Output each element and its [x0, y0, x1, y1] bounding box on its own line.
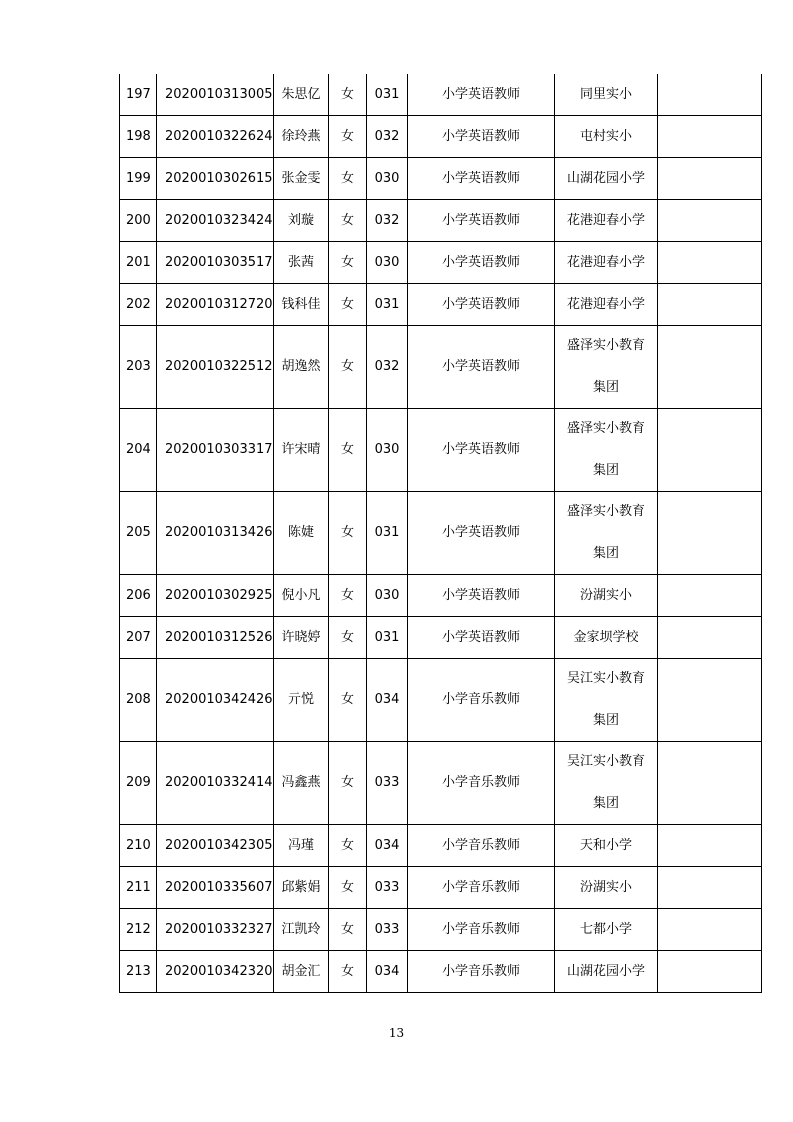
post-code-cell: 034 [367, 951, 408, 993]
remark-cell [658, 242, 762, 284]
remark-cell [658, 825, 762, 867]
school-cell [555, 242, 658, 284]
school-line: 吴江实小教育 [566, 671, 645, 686]
row-number-cell: 197 [120, 74, 157, 116]
table-row [120, 659, 762, 742]
post-cell: 小学音乐教师 [408, 951, 555, 993]
gender-cell: 女 [329, 909, 367, 951]
post-code-cell: 030 [367, 158, 408, 200]
row-number-cell: 211 [120, 867, 157, 909]
post-code-cell: 032 [367, 326, 408, 409]
school-cell [555, 158, 658, 200]
name-cell: 张金雯 [274, 158, 329, 200]
name-cell: 钱科佳 [274, 284, 329, 326]
table-row [120, 492, 762, 575]
row-number-cell: 208 [120, 659, 157, 742]
table-row [120, 825, 762, 867]
table-row [120, 617, 762, 659]
table-row [120, 200, 762, 242]
school-cell [555, 492, 658, 575]
name-cell: 邱紫娟 [274, 867, 329, 909]
post-cell: 小学音乐教师 [408, 659, 555, 742]
post-cell: 小学英语教师 [408, 200, 555, 242]
school-line: 集团 [592, 796, 619, 811]
gender-cell: 女 [329, 200, 367, 242]
name-cell: 张茜 [274, 242, 329, 284]
school-cell [555, 409, 658, 492]
remark-cell [658, 409, 762, 492]
exam-code-cell: 2020010342305 [157, 825, 274, 867]
post-cell: 小学英语教师 [408, 116, 555, 158]
school-cell [555, 909, 658, 951]
table-row [120, 575, 762, 617]
school-cell [555, 74, 658, 116]
exam-code-cell: 2020010312720 [157, 284, 274, 326]
table-row [120, 284, 762, 326]
name-cell: 胡金汇 [274, 951, 329, 993]
remark-cell [658, 951, 762, 993]
school-cell [555, 742, 658, 825]
name-cell: 许晓婷 [274, 617, 329, 659]
gender-cell: 女 [329, 742, 367, 825]
post-cell: 小学英语教师 [408, 284, 555, 326]
exam-code-cell: 2020010303317 [157, 409, 274, 492]
row-number-cell: 210 [120, 825, 157, 867]
name-cell: 许宋晴 [274, 409, 329, 492]
post-cell: 小学英语教师 [408, 409, 555, 492]
school-line: 集团 [592, 546, 619, 561]
post-cell: 小学英语教师 [408, 158, 555, 200]
post-code-cell: 031 [367, 492, 408, 575]
school-cell [555, 659, 658, 742]
name-cell: 刘璇 [274, 200, 329, 242]
table-row [120, 909, 762, 951]
name-cell: 朱思亿 [274, 74, 329, 116]
row-number-cell: 201 [120, 242, 157, 284]
school-line: 花港迎春小学 [566, 296, 645, 312]
remark-cell [658, 742, 762, 825]
row-number-cell: 204 [120, 409, 157, 492]
table-row [120, 74, 762, 116]
gender-cell: 女 [329, 617, 367, 659]
school-cell [555, 951, 658, 993]
post-code-cell: 031 [367, 284, 408, 326]
school-line: 花港迎春小学 [566, 212, 645, 228]
gender-cell: 女 [329, 659, 367, 742]
post-code-cell: 032 [367, 200, 408, 242]
post-code-cell: 034 [367, 825, 408, 867]
school-line: 集团 [592, 380, 619, 395]
school-line: 盛泽实小教育 [566, 338, 645, 353]
gender-cell: 女 [329, 74, 367, 116]
post-cell: 小学英语教师 [408, 242, 555, 284]
name-cell: 倪小凡 [274, 575, 329, 617]
school-line: 七都小学 [579, 921, 632, 937]
school-line: 山湖花园小学 [566, 170, 645, 186]
exam-code-cell: 2020010303517 [157, 242, 274, 284]
exam-code-cell: 2020010302925 [157, 575, 274, 617]
school-line: 金家坝学校 [573, 629, 639, 645]
school-cell [555, 575, 658, 617]
remark-cell [658, 575, 762, 617]
post-code-cell: 034 [367, 659, 408, 742]
remark-cell [658, 326, 762, 409]
school-cell [555, 116, 658, 158]
row-number-cell: 213 [120, 951, 157, 993]
name-cell: 亓悦 [274, 659, 329, 742]
school-line: 汾湖实小 [579, 587, 632, 603]
school-line: 山湖花园小学 [566, 963, 645, 979]
school-cell [555, 867, 658, 909]
post-cell: 小学英语教师 [408, 74, 555, 116]
exam-code-cell: 2020010312526 [157, 617, 274, 659]
post-code-cell: 031 [367, 617, 408, 659]
post-cell: 小学英语教师 [408, 575, 555, 617]
table-row [120, 409, 762, 492]
exam-code-cell: 2020010332327 [157, 909, 274, 951]
school-line: 盛泽实小教育 [566, 421, 645, 436]
school-line: 花港迎春小学 [566, 254, 645, 270]
row-number-cell: 203 [120, 326, 157, 409]
gender-cell: 女 [329, 409, 367, 492]
row-number-cell: 212 [120, 909, 157, 951]
gender-cell: 女 [329, 492, 367, 575]
table-row [120, 867, 762, 909]
row-number-cell: 205 [120, 492, 157, 575]
name-cell: 徐玲燕 [274, 116, 329, 158]
post-code-cell: 033 [367, 909, 408, 951]
post-code-cell: 030 [367, 242, 408, 284]
row-number-cell: 200 [120, 200, 157, 242]
exam-code-cell: 2020010332414 [157, 742, 274, 825]
name-cell: 冯鑫燕 [274, 742, 329, 825]
remark-cell [658, 116, 762, 158]
page-number: 13 [388, 1026, 405, 1040]
school-line: 吴江实小教育 [566, 754, 645, 769]
remark-cell [658, 617, 762, 659]
school-cell [555, 284, 658, 326]
name-cell: 冯瑾 [274, 825, 329, 867]
gender-cell: 女 [329, 575, 367, 617]
school-cell [555, 617, 658, 659]
gender-cell: 女 [329, 825, 367, 867]
gender-cell: 女 [329, 242, 367, 284]
exam-code-cell: 2020010335607 [157, 867, 274, 909]
post-code-cell: 033 [367, 867, 408, 909]
post-code-cell: 031 [367, 74, 408, 116]
row-number-cell: 202 [120, 284, 157, 326]
remark-cell [658, 200, 762, 242]
remark-cell [658, 74, 762, 116]
table-row [120, 951, 762, 993]
school-cell [555, 200, 658, 242]
remark-cell [658, 659, 762, 742]
school-line: 屯村实小 [579, 128, 632, 144]
name-cell: 陈婕 [274, 492, 329, 575]
gender-cell: 女 [329, 951, 367, 993]
remark-cell [658, 909, 762, 951]
candidate-table [119, 74, 762, 993]
remark-cell [658, 158, 762, 200]
row-number-cell: 206 [120, 575, 157, 617]
table-body [120, 74, 762, 993]
exam-code-cell: 2020010342426 [157, 659, 274, 742]
name-cell: 江凯玲 [274, 909, 329, 951]
table-row [120, 116, 762, 158]
remark-cell [658, 284, 762, 326]
school-line: 天和小学 [579, 837, 632, 853]
school-cell [555, 326, 658, 409]
row-number-cell: 198 [120, 116, 157, 158]
school-line: 汾湖实小 [579, 879, 632, 895]
exam-code-cell: 2020010302615 [157, 158, 274, 200]
exam-code-cell: 2020010313426 [157, 492, 274, 575]
school-line: 集团 [592, 463, 619, 478]
post-code-cell: 033 [367, 742, 408, 825]
row-number-cell: 199 [120, 158, 157, 200]
row-number-cell: 209 [120, 742, 157, 825]
remark-cell [658, 492, 762, 575]
exam-code-cell: 2020010322624 [157, 116, 274, 158]
post-cell: 小学音乐教师 [408, 909, 555, 951]
gender-cell: 女 [329, 326, 367, 409]
post-cell: 小学英语教师 [408, 326, 555, 409]
school-cell [555, 825, 658, 867]
exam-code-cell: 2020010322512 [157, 326, 274, 409]
gender-cell: 女 [329, 284, 367, 326]
table-row [120, 158, 762, 200]
gender-cell: 女 [329, 867, 367, 909]
name-cell: 胡逸然 [274, 326, 329, 409]
post-cell: 小学音乐教师 [408, 742, 555, 825]
post-code-cell: 030 [367, 409, 408, 492]
school-line: 同里实小 [579, 86, 632, 102]
post-cell: 小学英语教师 [408, 617, 555, 659]
remark-cell [658, 867, 762, 909]
table-row [120, 742, 762, 825]
exam-code-cell: 2020010313005 [157, 74, 274, 116]
gender-cell: 女 [329, 116, 367, 158]
table-row [120, 242, 762, 284]
gender-cell: 女 [329, 158, 367, 200]
row-number-cell: 207 [120, 617, 157, 659]
post-cell: 小学音乐教师 [408, 825, 555, 867]
school-line: 盛泽实小教育 [566, 504, 645, 519]
exam-code-cell: 2020010342320 [157, 951, 274, 993]
post-cell: 小学英语教师 [408, 492, 555, 575]
post-code-cell: 030 [367, 575, 408, 617]
school-line: 集团 [592, 713, 619, 728]
post-cell: 小学音乐教师 [408, 867, 555, 909]
post-code-cell: 032 [367, 116, 408, 158]
table-row [120, 326, 762, 409]
exam-code-cell: 2020010323424 [157, 200, 274, 242]
